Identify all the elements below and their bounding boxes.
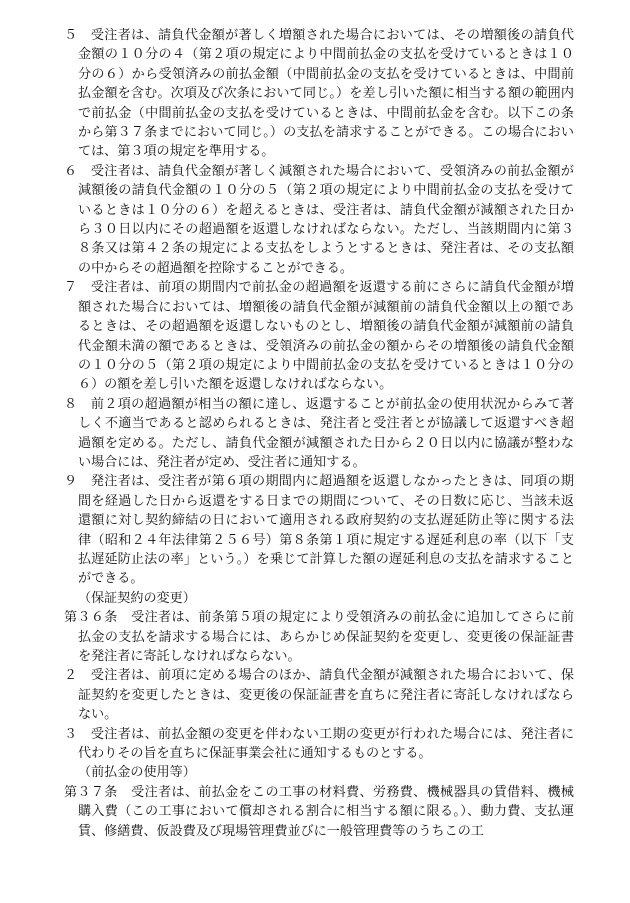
article-35-paragraph-9: ９ 発注者は、受注者が第６項の期間内に超過額を返還しなかったときは、同項の期間を経過した日から返還をする日までの期間について、その日数に応じ、当該未返還額に対し契約締結の日において適用される政府契約の支払遅延防止等に関する法律（昭和２４年法律第２５６号）第８条第１項に規定する遅延利息の率（以下「支払遅延防止法の率」という。）を乗じて計算した額の遅延利息の支払を請求することができる。	[64, 474, 574, 587]
article-36-paragraph-1: 第３６条 受注者は、前条第５項の規定により受領済みの前払金に追加してさらに前払金の支払を請求する場合には、あらかじめ保証契約を変更し、変更後の保証証書を発注者に寄託しなければならない。	[64, 610, 574, 664]
article-36-paragraph-2: ２ 受注者は、前項に定める場合のほか、請負代金額が減額された場合において、保証契約を変更したときは、変更後の保証証書を直ちに発注者に寄託しなければならない。	[64, 668, 574, 723]
article-35-paragraph-5: ５ 受注者は、請負代金額が著しく増額された場合においては、その増額後の請負代金額の１０分の４（第２項の規定により中間前払金の支払を受けているときは１０分の６）から受領済みの前払金額（中間前払金の支払を受けているときは、中間前払金額を含む。次項及び次条において同じ。）を差し引いた額に相当する額の範囲内で前払金（中間前払金の支払を受けているときは、中間前払金を含む。以下この条から第３７条までにおいて同じ。）の支払を請求することができる。この場合においては、第３項の規定を準用する。	[64, 28, 574, 160]
article-37-heading: （前払金の使用等）	[78, 765, 196, 781]
article-36-paragraph-3: ３ 受注者は、前払金額の変更を伴わない工期の変更が行われた場合には、発注者に代わりその旨を直ちに保証事業会社に通知するものとする。	[64, 726, 574, 762]
article-37-paragraph-1: 第３７条 受注者は、前払金をこの工事の材料費、労務費、機械器具の賃借料、機械購入費（この工事において償却される割合に相当する額に限る。）、動力費、支払運賃、修繕費、仮設費及び現場管理費並びに一般管理費等のうちこの工	[64, 784, 574, 839]
article-35-paragraph-6: ６ 受注者は、請負代金額が著しく減額された場合において、受領済みの前払金額が減額後の請負代金額の１０分の５（第２項の規定により中間前払金の支払を受けているときは１０分の６）を超えるときは、受注者は、請負代金額が減額された日から３０日以内にその超過額を返還しなければならない。ただし、当該期間内に第３８条又は第４２条の規定による支払をしようとするときは、発注者は、その支払額の中からその超過額を控除することができる。	[64, 163, 574, 276]
article-35-paragraph-7: ７ 受注者は、前項の期間内で前払金の超過額を返還する前にさらに請負代金額が増額された場合においては、増額後の請負代金額が減額前の請負代金額以上の額であるときは、その超過額を返還しないものとし、増額後の請負代金額が減額前の請負代金額未満の額であるときは、受領済みの前払金の額からその増額後の請負代金額の１０分の５（第２項の規定により中間前払金の支払を受けているときは１０分の６）の額を差し引いた額を返還しなければならない。	[64, 280, 574, 393]
article-35-paragraph-8: ８ 前２項の超過額が相当の額に達し、返還することが前払金の使用状況からみて著しく不適当であると認められるときは、発注者と受注者とが協議して返還すべき超過額を定める。ただし、請負代金額が減額された日から２０日以内に協議が整わない場合には、発注者が定め、受注者に通知する。	[64, 396, 574, 470]
document-page	[64, 26, 574, 841]
article-36-heading: （保証契約の変更）	[78, 590, 196, 606]
